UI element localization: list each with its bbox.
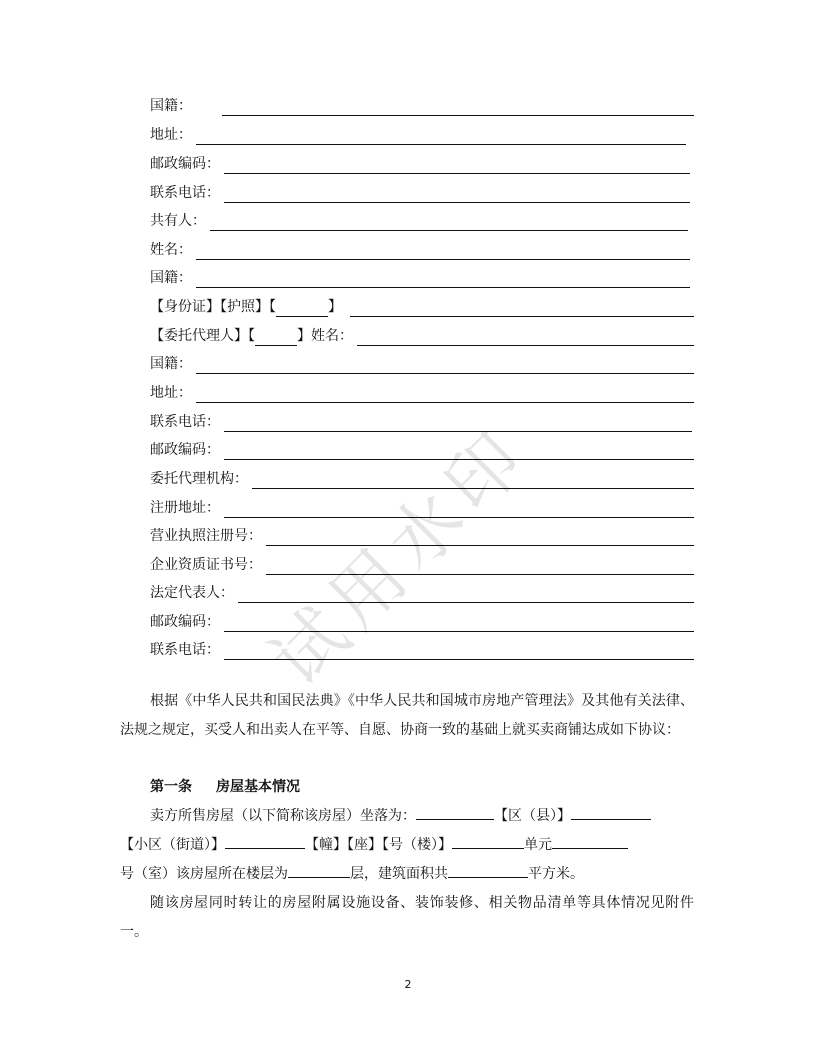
field-label: 地址： bbox=[150, 127, 192, 143]
fill-line[interactable] bbox=[224, 186, 690, 203]
agent-name-label: 】姓名： bbox=[297, 328, 353, 344]
fill-line[interactable] bbox=[196, 128, 686, 145]
field-phone bbox=[150, 181, 690, 203]
article-title: 房屋基本情况 bbox=[216, 779, 300, 795]
agent-label: 【委托代理人】【 bbox=[150, 328, 255, 344]
page-number: 2 bbox=[404, 978, 412, 991]
location-paragraph bbox=[120, 802, 694, 889]
field-agency-phone bbox=[150, 638, 694, 660]
street-blank[interactable] bbox=[571, 805, 651, 820]
fill-line[interactable] bbox=[350, 300, 694, 317]
attachment-paragraph bbox=[120, 889, 694, 947]
area-label: 层，建筑面积共 bbox=[350, 866, 448, 882]
id-type-blank[interactable] bbox=[276, 300, 328, 317]
field-label: 委托代理机构： bbox=[150, 471, 248, 487]
field-label: 联系电话： bbox=[150, 414, 220, 430]
district-blank[interactable] bbox=[416, 805, 494, 820]
field-label: 注册地址： bbox=[150, 500, 220, 516]
field-agent-nationality bbox=[150, 352, 694, 374]
unit-blank[interactable] bbox=[452, 834, 524, 849]
district-label: 【区（县）】 bbox=[494, 808, 571, 824]
area-blank[interactable] bbox=[448, 863, 528, 878]
field-label: 联系电话： bbox=[150, 185, 220, 201]
floor-blank[interactable] bbox=[288, 863, 350, 878]
location-line-2 bbox=[120, 831, 694, 860]
fill-line[interactable] bbox=[210, 214, 688, 231]
field-label: 邮政编码： bbox=[150, 442, 220, 458]
field-label: 共有人： bbox=[150, 213, 206, 229]
location-line-3 bbox=[120, 860, 694, 889]
community-label: 【小区（街道）】 bbox=[120, 837, 225, 853]
field-address bbox=[150, 123, 686, 145]
location-line-1 bbox=[120, 802, 694, 831]
field-label: 企业资质证书号： bbox=[150, 557, 262, 573]
fill-line[interactable] bbox=[196, 271, 690, 288]
room-blank[interactable] bbox=[552, 834, 628, 849]
intro-paragraph bbox=[120, 687, 694, 745]
agent-type-blank[interactable] bbox=[255, 329, 297, 346]
field-label: 姓名： bbox=[150, 242, 192, 258]
field-name bbox=[150, 238, 690, 260]
area-unit: 平方米。 bbox=[528, 866, 584, 882]
fill-line[interactable] bbox=[196, 386, 694, 403]
article-heading bbox=[150, 776, 300, 796]
fill-line[interactable] bbox=[357, 329, 694, 346]
field-label: 国籍： bbox=[150, 98, 192, 114]
field-label: 法定代表人： bbox=[150, 585, 234, 601]
id-type-close: 】 bbox=[328, 299, 342, 315]
floor-label: 号（室）该房屋所在楼层为 bbox=[120, 866, 288, 882]
fill-line[interactable] bbox=[222, 99, 694, 116]
unit-label: 单元 bbox=[524, 837, 552, 853]
location-text: 卖方所售房屋（以下简称该房屋）坐落为： bbox=[150, 808, 416, 824]
field-label: 邮政编码： bbox=[150, 614, 220, 630]
intro-text: 根据《中华人民共和国民法典》《中华人民共和国城市房地产管理法》及其他有关法律、法规之规定，买受人和出卖人在平等、自愿、协商一致的基础上就买卖商铺达成如下协议： bbox=[120, 693, 694, 738]
field-agent-phone bbox=[150, 410, 692, 432]
attachment-text: 随该房屋同时转让的房屋附属设施设备、装饰装修、相关物品清单等具体情况见附件一。 bbox=[120, 895, 694, 940]
fill-line[interactable] bbox=[224, 157, 690, 174]
building-blank[interactable] bbox=[225, 834, 305, 849]
field-agent bbox=[150, 324, 694, 346]
field-label: 国籍： bbox=[150, 356, 192, 372]
watermark: 试用水印 bbox=[254, 410, 546, 702]
id-type-label: 【身份证】【护照】【 bbox=[150, 299, 276, 315]
field-co-owner bbox=[150, 209, 688, 231]
field-id-type bbox=[150, 295, 694, 317]
field-agency-postcode bbox=[150, 610, 694, 632]
field-label: 邮政编码： bbox=[150, 156, 220, 172]
field-nationality bbox=[150, 94, 694, 116]
article-number: 第一条 bbox=[150, 779, 192, 795]
field-label: 联系电话： bbox=[150, 642, 220, 658]
field-label: 营业执照注册号： bbox=[150, 528, 262, 544]
field-label: 国籍： bbox=[150, 270, 192, 286]
field-postcode bbox=[150, 152, 690, 174]
fill-line[interactable] bbox=[196, 243, 690, 260]
building-label: 【幢】【座】【号（楼）】 bbox=[305, 837, 452, 853]
fill-line[interactable] bbox=[196, 357, 694, 374]
field-label: 地址： bbox=[150, 385, 192, 401]
field-nationality-2 bbox=[150, 266, 690, 288]
field-agent-address bbox=[150, 381, 694, 403]
